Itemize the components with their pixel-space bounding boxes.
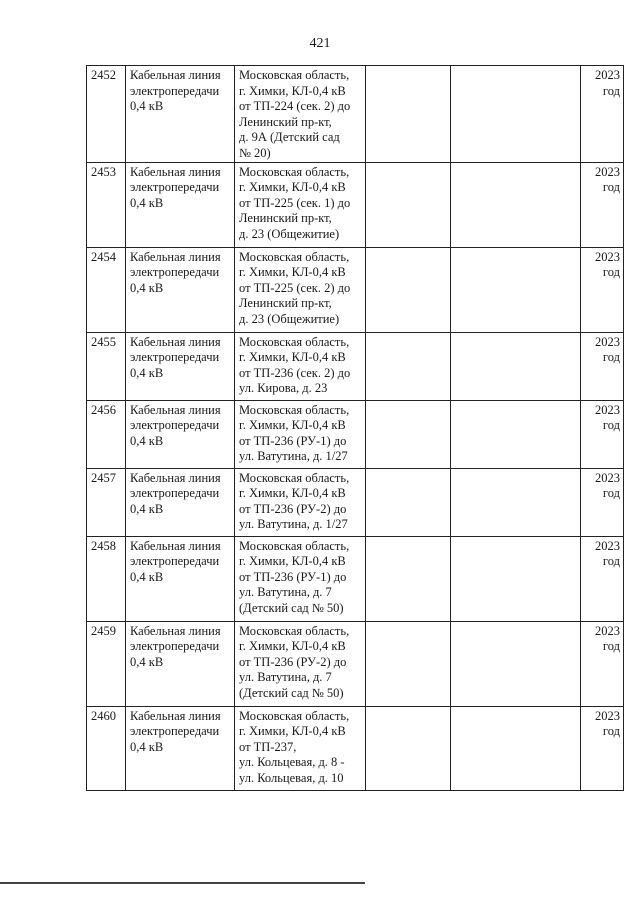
year-cell-line: год (602, 554, 620, 569)
address-cell-line: от ТП-225 (сек. 2) до (239, 280, 351, 295)
year-cell-line: 2023 (595, 68, 620, 82)
row-number-cell: 2457 (87, 468, 126, 536)
object-name-cell-line: электропередачи (130, 350, 220, 365)
row-number-cell: 2453 (87, 162, 126, 247)
address-cell-line: от ТП-225 (сек. 1) до (239, 195, 351, 210)
address-cell (235, 536, 366, 621)
object-name-cell (126, 162, 235, 247)
row-number-cell: 2454 (87, 247, 126, 332)
table-row (87, 468, 624, 536)
empty-cell-col5 (451, 332, 581, 400)
year-cell (581, 247, 624, 332)
object-name-cell-line: электропередачи (130, 418, 220, 433)
year-cell-line: 2023 (595, 623, 620, 638)
address-cell-line: г. Химки, КЛ-0,4 кВ (239, 639, 346, 654)
year-cell-line: 2023 (595, 164, 620, 179)
object-name-cell (126, 400, 235, 468)
table-row (87, 706, 624, 790)
year-cell-line: 2023 (595, 334, 620, 349)
year-cell-line: год (602, 486, 620, 501)
object-name-cell-line: электропередачи (130, 639, 220, 654)
object-name-cell-line: электропередачи (130, 180, 220, 195)
object-name-cell-line: Кабельная линия (130, 538, 221, 553)
year-cell (581, 400, 624, 468)
empty-cell-col4 (366, 400, 451, 468)
object-name-cell-line: 0,4 кВ (130, 433, 164, 448)
year-cell-line: год (602, 83, 620, 98)
year-cell-line: 2023 (595, 470, 620, 485)
year-cell-line: год (602, 724, 620, 739)
address-cell-line: от ТП-236 (РУ-1) до (239, 433, 347, 448)
address-cell-line: от ТП-236 (РУ-2) до (239, 654, 347, 669)
table-row (87, 621, 624, 706)
address-cell-line: г. Химки, КЛ-0,4 кВ (239, 350, 346, 365)
object-name-cell-line: Кабельная линия (130, 623, 221, 638)
address-cell-line: Московская область, (239, 68, 350, 82)
page-number: 421 (309, 36, 331, 51)
object-name-cell-line: Кабельная линия (130, 164, 221, 179)
object-name-cell-line: Кабельная линия (130, 708, 221, 723)
year-cell-line: год (602, 265, 620, 280)
empty-cell-col5 (451, 536, 581, 621)
year-cell-line: 2023 (595, 249, 620, 264)
year-cell (581, 66, 624, 163)
empty-cell-col5 (451, 706, 581, 790)
empty-cell-col4 (366, 706, 451, 790)
row-number-cell: 2460 (87, 706, 126, 790)
address-cell-line: г. Химки, КЛ-0,4 кВ (239, 83, 346, 98)
address-cell-line: Московская область, (239, 623, 350, 638)
address-cell-line: (Детский сад № 50) (239, 600, 344, 615)
object-name-cell-line: Кабельная линия (130, 249, 221, 264)
address-cell-line: от ТП-236 (РУ-1) до (239, 569, 347, 584)
empty-cell-col4 (366, 247, 451, 332)
table-row (87, 332, 624, 400)
empty-cell-col5 (451, 162, 581, 247)
address-cell-line: г. Химки, КЛ-0,4 кВ (239, 554, 346, 569)
address-cell-line: Московская область, (239, 164, 350, 179)
address-cell (235, 621, 366, 706)
address-cell-line: д. 23 (Общежитие) (239, 311, 340, 326)
year-cell-line: год (602, 639, 620, 654)
object-name-cell-line: электропередачи (130, 554, 220, 569)
address-cell-line: ул. Кирова, д. 23 (239, 381, 328, 396)
empty-cell-col4 (366, 66, 451, 163)
address-cell-line: Ленинский пр-кт, (239, 211, 332, 226)
empty-cell-col5 (451, 400, 581, 468)
address-cell-line: от ТП-237, (239, 739, 297, 754)
object-name-cell-line: Кабельная линия (130, 402, 221, 417)
empty-cell-col5 (451, 66, 581, 163)
address-cell-line: ул. Ватутина, д. 7 (239, 670, 332, 685)
empty-cell-col4 (366, 621, 451, 706)
address-cell-line: от ТП-224 (сек. 2) до (239, 99, 351, 114)
address-cell-line: ул. Ватутина, д. 7 (239, 585, 332, 600)
object-name-cell-line: 0,4 кВ (130, 99, 164, 114)
address-cell-line: д. 23 (Общежитие) (239, 226, 340, 241)
address-cell-line: Московская область, (239, 538, 350, 553)
year-cell (581, 706, 624, 790)
address-cell-line: д. 9А (Детский сад (239, 130, 340, 145)
registry-table-body (87, 66, 624, 791)
object-name-cell (126, 468, 235, 536)
bottom-divider (0, 882, 365, 884)
address-cell-line: от ТП-236 (сек. 2) до (239, 365, 351, 380)
address-cell-line: г. Химки, КЛ-0,4 кВ (239, 418, 346, 433)
address-cell-line: Ленинский пр-кт, (239, 296, 332, 311)
object-name-cell-line: 0,4 кВ (130, 501, 164, 516)
address-cell-line: ул. Кольцевая, д. 8 - (239, 755, 345, 770)
object-name-cell-line: Кабельная линия (130, 68, 221, 82)
year-cell (581, 536, 624, 621)
address-cell-line: Московская область, (239, 470, 350, 485)
empty-cell-col4 (366, 162, 451, 247)
address-cell-line: (Детский сад № 50) (239, 685, 344, 700)
year-cell-line: год (602, 180, 620, 195)
row-number-cell: 2455 (87, 332, 126, 400)
year-cell-line: 2023 (595, 538, 620, 553)
address-cell-line: № 20) (239, 145, 271, 160)
table-row (87, 400, 624, 468)
object-name-cell-line: электропередачи (130, 724, 220, 739)
row-number-cell: 2456 (87, 400, 126, 468)
empty-cell-col4 (366, 468, 451, 536)
row-number-cell: 2459 (87, 621, 126, 706)
address-cell (235, 247, 366, 332)
address-cell-line: Московская область, (239, 402, 350, 417)
year-cell (581, 621, 624, 706)
object-name-cell-line: 0,4 кВ (130, 569, 164, 584)
year-cell-line: 2023 (595, 708, 620, 723)
address-cell-line: г. Химки, КЛ-0,4 кВ (239, 724, 346, 739)
object-name-cell-line: 0,4 кВ (130, 365, 164, 380)
object-name-cell-line: 0,4 кВ (130, 654, 164, 669)
object-name-cell-line: Кабельная линия (130, 470, 221, 485)
year-cell-line: год (602, 350, 620, 365)
empty-cell-col4 (366, 536, 451, 621)
address-cell-line: ул. Ватутина, д. 1/27 (239, 449, 348, 464)
address-cell-line: от ТП-236 (РУ-2) до (239, 501, 347, 516)
table-row (87, 536, 624, 621)
object-name-cell-line: 0,4 кВ (130, 280, 164, 295)
object-name-cell-line: электропередачи (130, 486, 220, 501)
address-cell-line: Московская область, (239, 708, 350, 723)
empty-cell-col5 (451, 468, 581, 536)
object-name-cell (126, 66, 235, 163)
row-number-cell: 2458 (87, 536, 126, 621)
address-cell-line: Московская область, (239, 334, 350, 349)
object-name-cell (126, 536, 235, 621)
address-cell (235, 162, 366, 247)
address-cell-line: г. Химки, КЛ-0,4 кВ (239, 486, 346, 501)
object-name-cell-line: 0,4 кВ (130, 195, 164, 210)
address-cell-line: ул. Ватутина, д. 1/27 (239, 517, 348, 532)
address-cell-line: г. Химки, КЛ-0,4 кВ (239, 180, 346, 195)
object-name-cell (126, 621, 235, 706)
address-cell-line: ул. Кольцевая, д. 10 (239, 770, 344, 785)
object-name-cell (126, 706, 235, 790)
year-cell-line: 2023 (595, 402, 620, 417)
address-cell (235, 468, 366, 536)
year-cell (581, 162, 624, 247)
registry-table (86, 65, 624, 791)
object-name-cell-line: электропередачи (130, 83, 220, 98)
address-cell-line: Ленинский пр-кт, (239, 114, 332, 129)
object-name-cell (126, 247, 235, 332)
address-cell (235, 66, 366, 163)
address-cell (235, 706, 366, 790)
row-number-cell: 2452 (87, 66, 126, 163)
empty-cell-col5 (451, 621, 581, 706)
table-row (87, 247, 624, 332)
year-cell (581, 332, 624, 400)
address-cell (235, 400, 366, 468)
object-name-cell (126, 332, 235, 400)
table-row (87, 66, 624, 163)
year-cell (581, 468, 624, 536)
table-row (87, 162, 624, 247)
address-cell (235, 332, 366, 400)
object-name-cell-line: 0,4 кВ (130, 739, 164, 754)
empty-cell-col5 (451, 247, 581, 332)
empty-cell-col4 (366, 332, 451, 400)
address-cell-line: Московская область, (239, 249, 350, 264)
address-cell-line: г. Химки, КЛ-0,4 кВ (239, 265, 346, 280)
object-name-cell-line: Кабельная линия (130, 334, 221, 349)
year-cell-line: год (602, 418, 620, 433)
object-name-cell-line: электропередачи (130, 265, 220, 280)
